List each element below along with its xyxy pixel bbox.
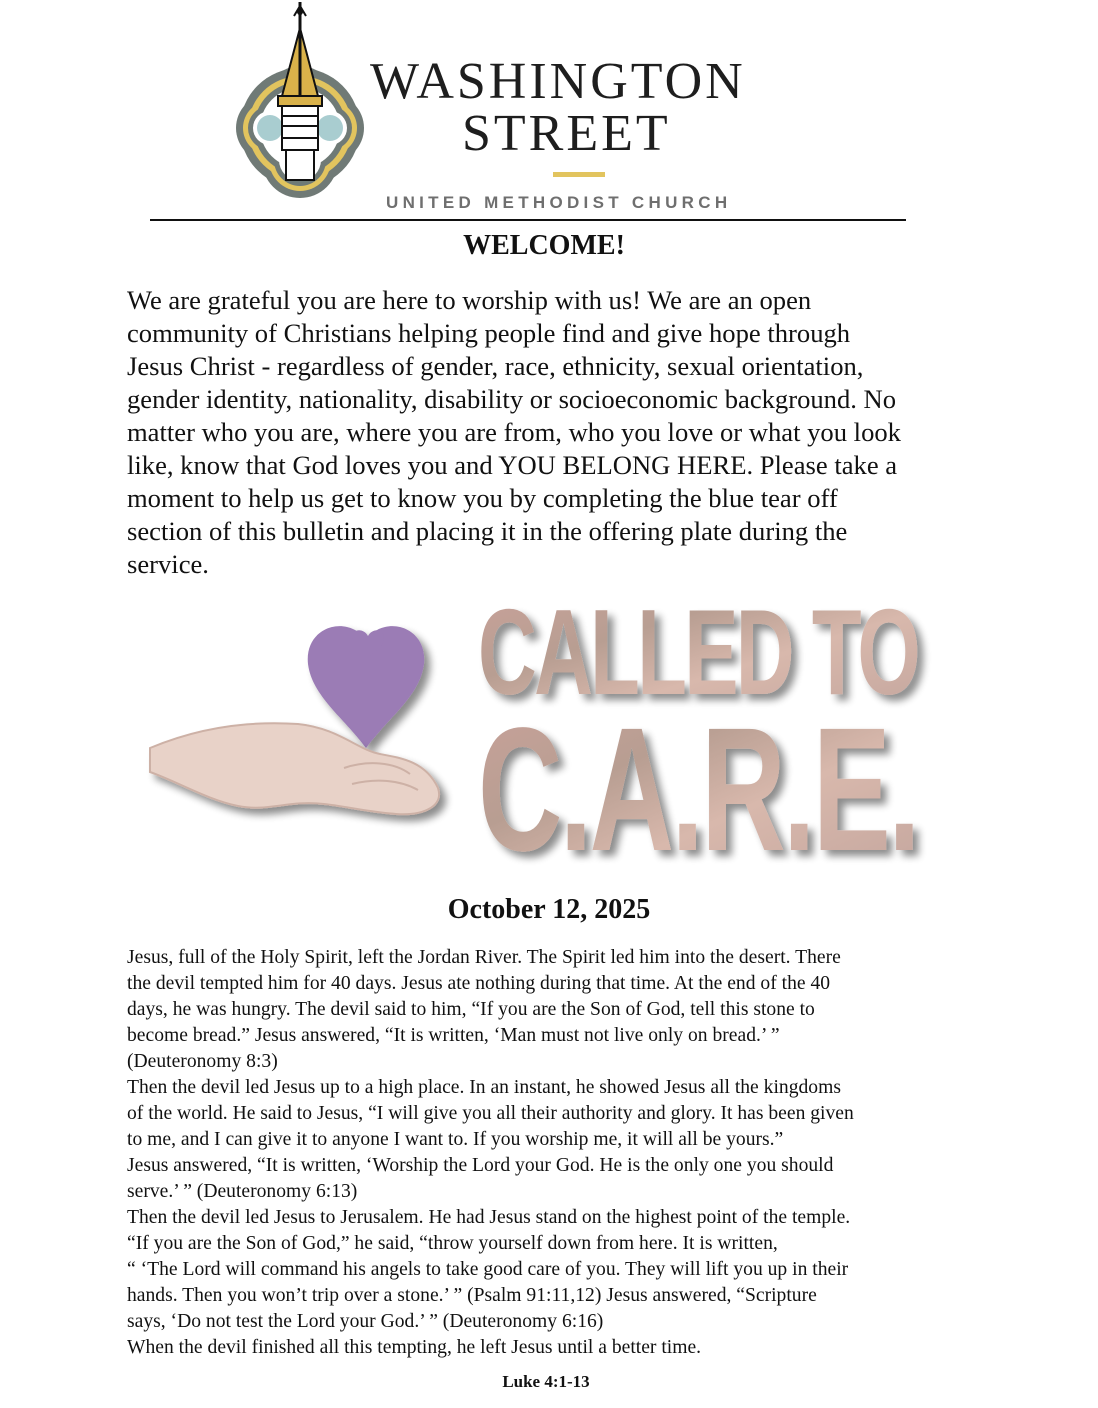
header-divider xyxy=(150,219,906,221)
brand-subtitle: UNITED METHODIST CHURCH xyxy=(386,193,732,212)
scripture-line: (Deuteronomy 8:3) xyxy=(127,1051,278,1072)
theme-line-1: CALLED TO xyxy=(478,584,918,720)
scripture-line: Jesus, full of the Holy Spirit, left the Jordan River. The Spirit led him into the desert. There xyxy=(127,947,841,968)
welcome-line: matter who you are, where you are from, who you love or what you look xyxy=(127,417,901,447)
welcome-line: moment to help us get to know you by completing the blue tear off xyxy=(127,483,838,513)
scripture-line: Then the devil led Jesus to Jerusalem. He had Jesus stand on the highest point of the temple. xyxy=(127,1207,851,1228)
called-to-care-graphic xyxy=(148,584,938,888)
scripture-line: serve.’ ” (Deuteronomy 6:13) xyxy=(127,1181,358,1202)
scripture-line: “If you are the Son of God,” he said, “throw yourself down from here. It is written, xyxy=(127,1233,778,1254)
scripture-line: days, he was hungry. The devil said to him, “If you are the Son of God, tell this stone to xyxy=(127,999,815,1020)
welcome-line: We are grateful you are here to worship with us! We are an open xyxy=(127,285,812,315)
scripture-line: the devil tempted him for 40 days. Jesus ate nothing during that time. At the end of the 40 xyxy=(127,973,831,994)
welcome-line: community of Christians helping people find and give hope through xyxy=(127,318,851,348)
scripture-line: says, ‘Do not test the Lord your God.’ ” (Deuteronomy 6:16) xyxy=(127,1311,604,1332)
brand-name-line-1: WASHINGTON xyxy=(370,53,746,110)
brand-name-line-2: STREET xyxy=(462,105,671,162)
open-hand-icon xyxy=(150,723,439,814)
scripture-line: become bread.” Jesus answered, “It is written, ‘Man must not live only on bread.’ ” xyxy=(127,1025,780,1046)
scripture-line: Then the devil led Jesus up to a high place. In an instant, he showed Jesus all the kingdoms xyxy=(127,1077,841,1098)
welcome-heading: WELCOME! xyxy=(463,230,625,261)
welcome-paragraph xyxy=(127,284,987,581)
service-date: October 12, 2025 xyxy=(447,894,651,925)
welcome-line: service. xyxy=(127,549,209,579)
theme-line-2: C.A.R.E. xyxy=(478,692,918,888)
scripture-line: “ ‘The Lord will command his angels to take good care of you. They will lift you up in their xyxy=(127,1259,849,1280)
welcome-line: Jesus Christ - regardless of gender, race, ethnicity, sexual orientation, xyxy=(127,351,864,381)
church-steeple-logo-icon xyxy=(232,0,368,210)
welcome-line: like, know that God loves you and YOU BELONG HERE. Please take a xyxy=(127,450,898,480)
scripture-line: When the devil finished all this tempting, he left Jesus until a better time. xyxy=(127,1337,702,1358)
scripture-reading xyxy=(127,945,957,1361)
welcome-line: gender identity, nationality, disability or socioeconomic background. No xyxy=(127,384,897,414)
welcome-line: section of this bulletin and placing it in the offering plate during the xyxy=(127,516,848,546)
brand-accent-bar xyxy=(553,172,605,177)
scripture-citation: Luke 4:1-13 xyxy=(502,1372,590,1391)
scripture-line: hands. Then you won’t trip over a stone.’ ” (Psalm 91:11,12) Jesus answered, “Scripture xyxy=(127,1285,817,1306)
scripture-line: Jesus answered, “It is written, ‘Worship the Lord your God. He is the only one you should xyxy=(127,1155,834,1176)
scripture-line: to me, and I can give it to anyone I want to. If you worship me, it will all be yours.” xyxy=(127,1129,784,1150)
scripture-line: of the world. He said to Jesus, “I will give you all their authority and glory. It has been given xyxy=(127,1103,854,1124)
